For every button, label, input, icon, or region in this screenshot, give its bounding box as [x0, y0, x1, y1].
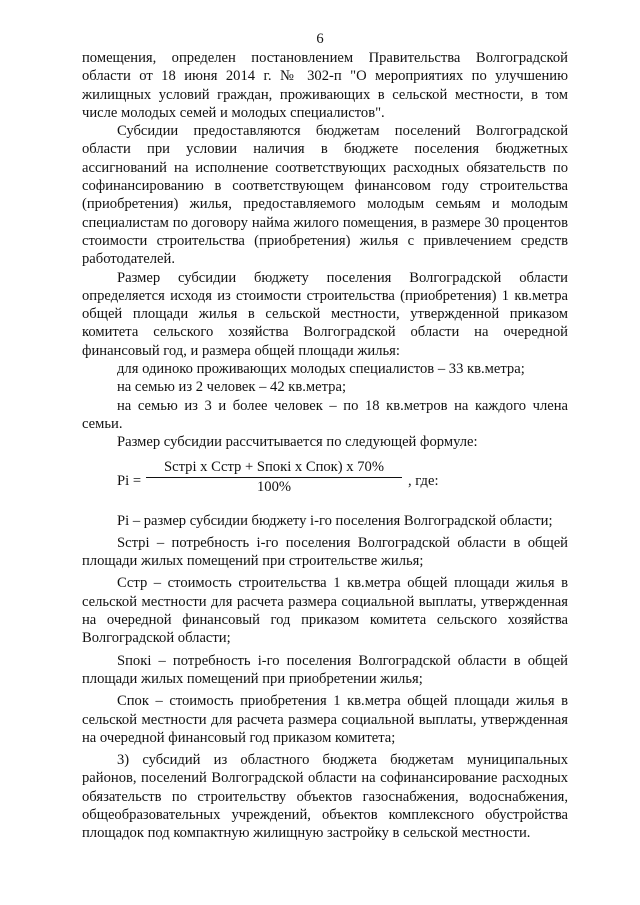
formula-numerator: Sстрi х Сстр + Sпокi х Спок) х 70%: [164, 458, 384, 475]
paragraph-subsidy-conditions: Субсидии предоставляются бюджетам поселений Волгоградской области при условии наличия в бюджете поселения бюджетных ассигнований на исполнение соответствующих расходных обязательств по софинансированию в соответствующем финансовом году строительства (приобретения) жилья, предоставляемого молодым семьям и молодым специалистам по договору найма жилого помещения, в размере 30 процентов стоимости строительства (приобретения) жилья с привлечением средств работодателей.: [82, 123, 568, 268]
paragraph-formula-intro: Размер субсидии рассчитывается по следующей формуле:: [117, 434, 478, 451]
list-item-single-specialists: для одиноко проживающих молодых специалистов – 33 кв.метра;: [117, 361, 525, 378]
list-item-family-of-three: на семью из 3 и более человек – по 18 кв.метров на каждого члена семьи.: [82, 397, 568, 432]
definition-cpok: Спок – стоимость приобретения 1 кв.метра общей площади жилья в сельской местности для расчета размера социальной выплаты, утвержденная на очередной финансовый год приказом комитета;: [82, 693, 568, 746]
paragraph-item-3: 3) субсидий из областного бюджета бюджетам муниципальных районов, поселений Волгоградской области на софинансирование расходных обязательств по строительству объектов газоснабжения, водоснабжения, общеобразовательных учреждений, объектов комплексного обустройства площадок под компактную жилищную застройку в сельской местности.: [82, 752, 568, 842]
page-number: 6: [316, 31, 324, 47]
subsidy-formula: [82, 454, 568, 512]
formula-denominator: 100%: [256, 478, 292, 495]
list-item-family-of-two: на семью из 2 человек – 42 кв.метра;: [117, 379, 347, 396]
definition-pi: Pi – размер субсидии бюджету i-го поселения Волгоградской области;: [117, 512, 553, 529]
formula-lhs: Pi =: [117, 472, 142, 489]
definition-cstr: Сстр – стоимость строительства 1 кв.метра общей площади жилья в сельской местности для расчета размера социальной выплаты, утвержденная на очередной финансовый год приказом комитета сельского хозяйства Волгоградской области;: [82, 575, 568, 647]
paragraph-decree-reference: помещения, определен постановлением Правительства Волгоградской области от 18 июня 2014 г. № 302-п "О мероприятиях по улучшению жилищных условий граждан, проживающих в сельской местности, в том числе молодых семей и молодых специалистов".: [82, 50, 568, 121]
paragraph-subsidy-size: Размер субсидии бюджету поселения Волгоградской области определяется исходя из стоимости строительства (приобретения) 1 кв.метра общей площади жилья в сельской местности, утвержденной приказом комитета сельского хозяйства Волгоградской области на очередной финансовый год, и размера общей площади жилья:: [82, 269, 568, 359]
formula-tail: , где:: [408, 472, 439, 489]
definition-sstr: Sстрi – потребность i-го поселения Волгоградской области в общей площади жилых помещений при строительстве жилья;: [82, 534, 568, 570]
document-body: [82, 49, 568, 843]
definition-spok: Sпокi – потребность i-го поселения Волгоградской области в общей площади жилых помещений при приобретении жилья;: [82, 652, 568, 687]
